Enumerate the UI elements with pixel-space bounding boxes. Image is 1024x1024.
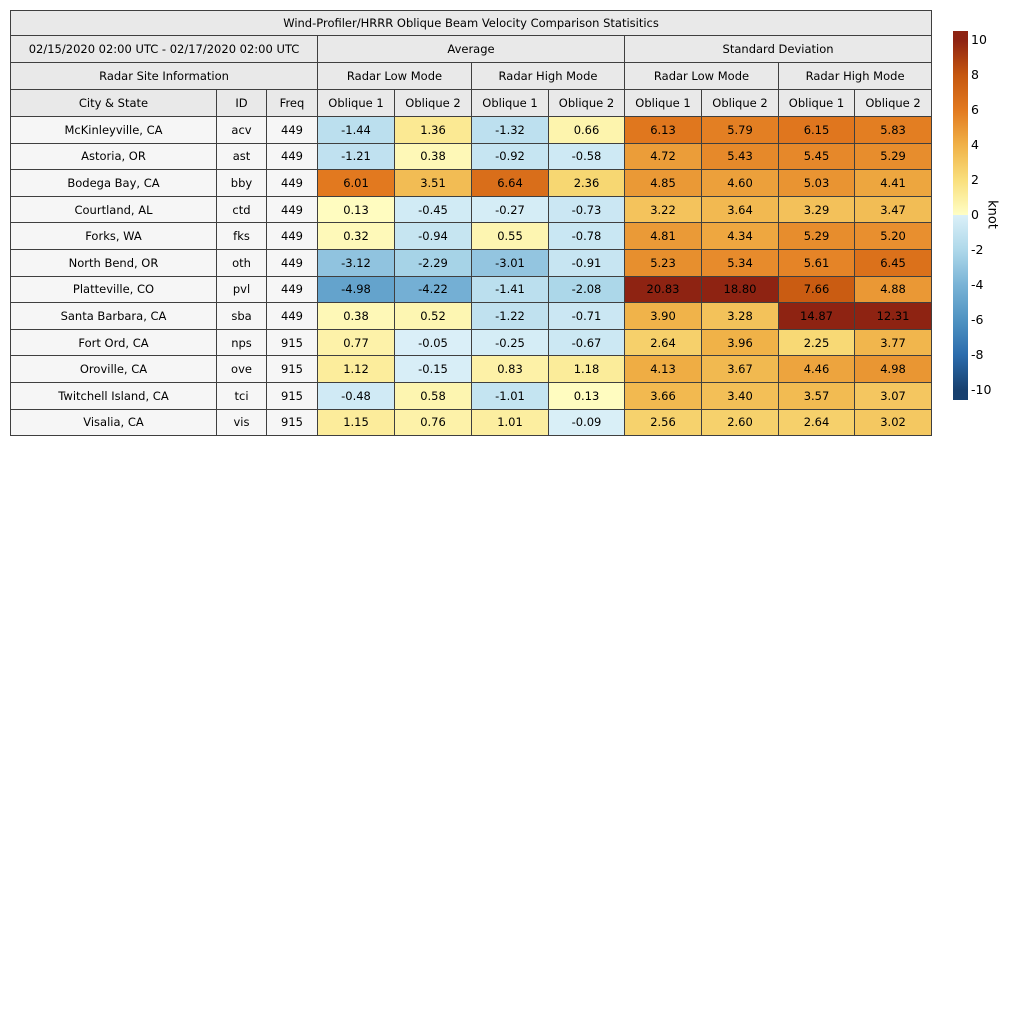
city-cell: North Bend, OR	[11, 249, 217, 276]
value-cell: 5.23	[625, 249, 702, 276]
value-cell: -0.71	[549, 303, 625, 330]
col-city-state: City & State	[11, 90, 217, 117]
city-cell: Fort Ord, CA	[11, 329, 217, 356]
value-cell: 5.03	[779, 170, 855, 197]
col-oblique2: Oblique 2	[855, 90, 932, 117]
id-cell: bby	[217, 170, 267, 197]
value-cell: 5.61	[779, 249, 855, 276]
value-cell: 5.45	[779, 143, 855, 170]
value-cell: -0.73	[549, 196, 625, 223]
id-cell: acv	[217, 117, 267, 144]
id-cell: ove	[217, 356, 267, 383]
city-cell: Courtland, AL	[11, 196, 217, 223]
colorbar-tick-label: -4	[971, 277, 984, 292]
value-cell: 4.88	[855, 276, 932, 303]
colorbar-tick-label: -6	[971, 312, 984, 327]
value-cell: 0.13	[318, 196, 395, 223]
value-cell: -0.05	[395, 329, 472, 356]
col-oblique1: Oblique 1	[779, 90, 855, 117]
freq-cell: 449	[267, 249, 318, 276]
table-row	[11, 117, 932, 144]
value-cell: -0.91	[549, 249, 625, 276]
table-row	[11, 329, 932, 356]
table-row	[11, 409, 932, 436]
value-cell: 4.72	[625, 143, 702, 170]
value-cell: -0.94	[395, 223, 472, 250]
value-cell: 3.64	[702, 196, 779, 223]
value-cell: 3.66	[625, 382, 702, 409]
group-average: Average	[318, 36, 625, 63]
value-cell: 5.20	[855, 223, 932, 250]
value-cell: 12.31	[855, 303, 932, 330]
col-oblique1: Oblique 1	[318, 90, 395, 117]
colorbar-tick-label: 4	[971, 137, 979, 152]
value-cell: -0.15	[395, 356, 472, 383]
freq-cell: 449	[267, 143, 318, 170]
title-row	[11, 11, 932, 36]
id-cell: sba	[217, 303, 267, 330]
col-oblique1: Oblique 1	[472, 90, 549, 117]
value-cell: 3.47	[855, 196, 932, 223]
id-cell: nps	[217, 329, 267, 356]
value-cell: 4.85	[625, 170, 702, 197]
value-cell: 3.57	[779, 382, 855, 409]
value-cell: 0.58	[395, 382, 472, 409]
value-cell: 3.77	[855, 329, 932, 356]
col-oblique2: Oblique 2	[702, 90, 779, 117]
value-cell: 4.41	[855, 170, 932, 197]
value-cell: -0.67	[549, 329, 625, 356]
city-cell: Twitchell Island, CA	[11, 382, 217, 409]
value-cell: 1.01	[472, 409, 549, 436]
id-cell: tci	[217, 382, 267, 409]
value-cell: -0.27	[472, 196, 549, 223]
value-cell: 3.67	[702, 356, 779, 383]
value-cell: -0.45	[395, 196, 472, 223]
value-cell: -3.12	[318, 249, 395, 276]
city-cell: Astoria, OR	[11, 143, 217, 170]
freq-cell: 915	[267, 356, 318, 383]
value-cell: 5.43	[702, 143, 779, 170]
value-cell: 0.38	[318, 303, 395, 330]
id-cell: ast	[217, 143, 267, 170]
value-cell: -0.58	[549, 143, 625, 170]
table-row	[11, 223, 932, 250]
value-cell: 6.15	[779, 117, 855, 144]
id-cell: pvl	[217, 276, 267, 303]
colorbar-tick-label: -10	[971, 382, 992, 397]
value-cell: 0.13	[549, 382, 625, 409]
value-cell: 0.76	[395, 409, 472, 436]
value-cell: 3.22	[625, 196, 702, 223]
value-cell: 3.51	[395, 170, 472, 197]
value-cell: 6.01	[318, 170, 395, 197]
value-cell: 1.36	[395, 117, 472, 144]
value-cell: 6.45	[855, 249, 932, 276]
value-cell: 1.12	[318, 356, 395, 383]
value-cell: 0.77	[318, 329, 395, 356]
city-cell: Visalia, CA	[11, 409, 217, 436]
freq-cell: 449	[267, 170, 318, 197]
group-standard-deviation: Standard Deviation	[625, 36, 932, 63]
colorbar-tick-label: 0	[971, 207, 979, 222]
city-cell: Santa Barbara, CA	[11, 303, 217, 330]
table-row	[11, 249, 932, 276]
value-cell: 0.32	[318, 223, 395, 250]
value-cell: 0.66	[549, 117, 625, 144]
value-cell: -2.08	[549, 276, 625, 303]
value-cell: 0.55	[472, 223, 549, 250]
value-cell: 20.83	[625, 276, 702, 303]
value-cell: 0.52	[395, 303, 472, 330]
value-cell: 4.13	[625, 356, 702, 383]
value-cell: -1.21	[318, 143, 395, 170]
group-sd-radar-high-mode: Radar High Mode	[779, 63, 932, 90]
col-freq: Freq	[267, 90, 318, 117]
value-cell: 3.90	[625, 303, 702, 330]
value-cell: 4.98	[855, 356, 932, 383]
table-title: Wind-Profiler/HRRR Oblique Beam Velocity Comparison Statisitics	[11, 11, 932, 36]
freq-cell: 449	[267, 223, 318, 250]
value-cell: 5.29	[779, 223, 855, 250]
table-row	[11, 143, 932, 170]
freq-cell: 449	[267, 276, 318, 303]
value-cell: 2.64	[625, 329, 702, 356]
value-cell: 5.79	[702, 117, 779, 144]
city-cell: McKinleyville, CA	[11, 117, 217, 144]
value-cell: 5.29	[855, 143, 932, 170]
colorbar-tick-label: 8	[971, 67, 979, 82]
table-row	[11, 303, 932, 330]
freq-cell: 915	[267, 382, 318, 409]
value-cell: 5.34	[702, 249, 779, 276]
value-cell: 3.02	[855, 409, 932, 436]
colorbar-tick-label: 6	[971, 102, 979, 117]
table-row	[11, 276, 932, 303]
value-cell: 4.46	[779, 356, 855, 383]
value-cell: 2.25	[779, 329, 855, 356]
group-header-row	[11, 36, 932, 63]
value-cell: -0.92	[472, 143, 549, 170]
value-cell: -1.22	[472, 303, 549, 330]
value-cell: 1.15	[318, 409, 395, 436]
value-cell: -0.25	[472, 329, 549, 356]
city-cell: Oroville, CA	[11, 356, 217, 383]
value-cell: 4.34	[702, 223, 779, 250]
table-row	[11, 356, 932, 383]
col-oblique2: Oblique 2	[395, 90, 472, 117]
id-cell: oth	[217, 249, 267, 276]
city-cell: Platteville, CO	[11, 276, 217, 303]
value-cell: 2.56	[625, 409, 702, 436]
stats-table	[10, 10, 932, 436]
group-sd-radar-low-mode: Radar Low Mode	[625, 63, 779, 90]
col-id: ID	[217, 90, 267, 117]
value-cell: 18.80	[702, 276, 779, 303]
id-cell: vis	[217, 409, 267, 436]
freq-cell: 915	[267, 409, 318, 436]
value-cell: 1.18	[549, 356, 625, 383]
freq-cell: 915	[267, 329, 318, 356]
value-cell: 3.29	[779, 196, 855, 223]
value-cell: -1.44	[318, 117, 395, 144]
group-avg-radar-high-mode: Radar High Mode	[472, 63, 625, 90]
id-cell: ctd	[217, 196, 267, 223]
value-cell: -4.98	[318, 276, 395, 303]
value-cell: 3.28	[702, 303, 779, 330]
colorbar-tick-label: -2	[971, 242, 984, 257]
value-cell: -4.22	[395, 276, 472, 303]
value-cell: -1.41	[472, 276, 549, 303]
colorbar-tick-label: 10	[971, 32, 987, 47]
colorbar-tick-label: 2	[971, 172, 979, 187]
value-cell: 2.60	[702, 409, 779, 436]
value-cell: 3.96	[702, 329, 779, 356]
date-range: 02/15/2020 02:00 UTC - 02/17/2020 02:00 UTC	[11, 36, 318, 63]
value-cell: -1.01	[472, 382, 549, 409]
colorbar-gradient	[953, 31, 968, 400]
freq-cell: 449	[267, 303, 318, 330]
value-cell: 7.66	[779, 276, 855, 303]
group-radar-site-information: Radar Site Information	[11, 63, 318, 90]
value-cell: -0.09	[549, 409, 625, 436]
value-cell: 6.64	[472, 170, 549, 197]
value-cell: 6.13	[625, 117, 702, 144]
value-cell: 4.81	[625, 223, 702, 250]
value-cell: -1.32	[472, 117, 549, 144]
value-cell: 2.36	[549, 170, 625, 197]
value-cell: -2.29	[395, 249, 472, 276]
value-cell: 4.60	[702, 170, 779, 197]
value-cell: -0.78	[549, 223, 625, 250]
table-row	[11, 170, 932, 197]
column-header-row	[11, 90, 932, 117]
value-cell: 3.40	[702, 382, 779, 409]
mode-header-row	[11, 63, 932, 90]
freq-cell: 449	[267, 117, 318, 144]
col-oblique2: Oblique 2	[549, 90, 625, 117]
value-cell: 0.38	[395, 143, 472, 170]
city-cell: Bodega Bay, CA	[11, 170, 217, 197]
col-oblique1: Oblique 1	[625, 90, 702, 117]
value-cell: 2.64	[779, 409, 855, 436]
freq-cell: 449	[267, 196, 318, 223]
value-cell: 3.07	[855, 382, 932, 409]
value-cell: 5.83	[855, 117, 932, 144]
id-cell: fks	[217, 223, 267, 250]
table-row	[11, 382, 932, 409]
value-cell: 0.83	[472, 356, 549, 383]
value-cell: -3.01	[472, 249, 549, 276]
city-cell: Forks, WA	[11, 223, 217, 250]
group-avg-radar-low-mode: Radar Low Mode	[318, 63, 472, 90]
table-row	[11, 196, 932, 223]
colorbar-unit-label: knot	[984, 200, 1000, 229]
value-cell: -0.48	[318, 382, 395, 409]
colorbar-tick-label: -8	[971, 347, 984, 362]
value-cell: 14.87	[779, 303, 855, 330]
